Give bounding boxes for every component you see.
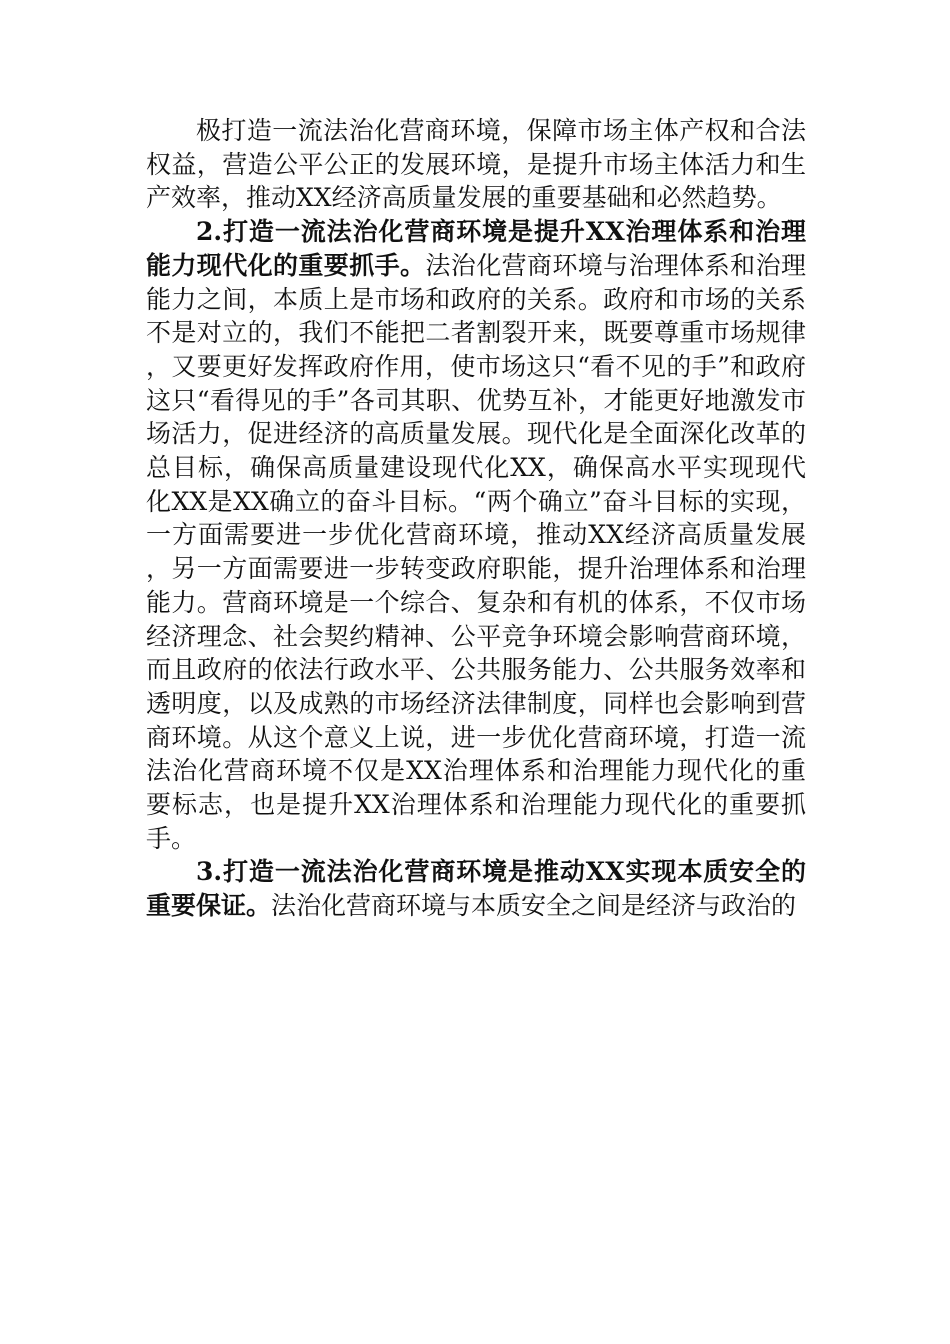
paragraph-2-body: 法治化营商环境与治理体系和治理能力之间，本质上是市场和政府的关系。政府和市场的关系不是对立的，我们不能把二者割裂开来，既要尊重市场规律，又要更好发挥政府作用，使市场这只“看不见的手”和政府这只“看得见的手”各司其职、优势互补，才能更好地激发市场活力，促进经济的高质量发展。现代化是全面深化改革的总目标，确保高质量建设现代化XX，确保高水平实现现代化XX是XX确立的奋斗目标。“两个确立”奋斗目标的实现，一方面需要进一步优化营商环境，推动XX经济高质量发展，另一方面需要进一步转变政府职能，提升治理体系和治理能力。营商环境是一个综合、复杂和有机的体系，不仅市场经济理念、社会契约精神、公平竞争环境会影响营商环境，而且政府的依法行政水平、公共服务能力、公共服务效率和透明度，以及成熟的市场经济法律制度，同样也会影响到营商环境。从这个意义上说，进一步优化营商环境，打造一流法治化营商环境不仅是XX治理体系和治理能力现代化的重要标志，也是提升XX治理体系和治理能力现代化的重要抓手。 bbox=[146, 250, 806, 853]
paragraph-1-body: 极打造一流法治化营商环境，保障市场主体产权和合法权益，营造公平公正的发展环境，是提升市场主体活力和生产效率，推动XX经济高质量发展的重要基础和必然趋势。 bbox=[146, 116, 806, 213]
paragraph-3 bbox=[146, 855, 806, 922]
paragraph-3-lead: 3.打造一流法治化营商环境是推动XX实现本质安全的重要保证。 bbox=[146, 857, 806, 921]
paragraph-2 bbox=[146, 215, 806, 855]
paragraph-1 bbox=[146, 114, 806, 215]
document-page bbox=[146, 114, 806, 923]
paragraph-2-lead: 2.打造一流法治化营商环境是提升XX治理体系和治理能力现代化的重要抓手。 bbox=[146, 217, 806, 280]
paragraph-3-body: 法治化营商环境与本质安全之间是经济与政治的 bbox=[271, 891, 797, 921]
